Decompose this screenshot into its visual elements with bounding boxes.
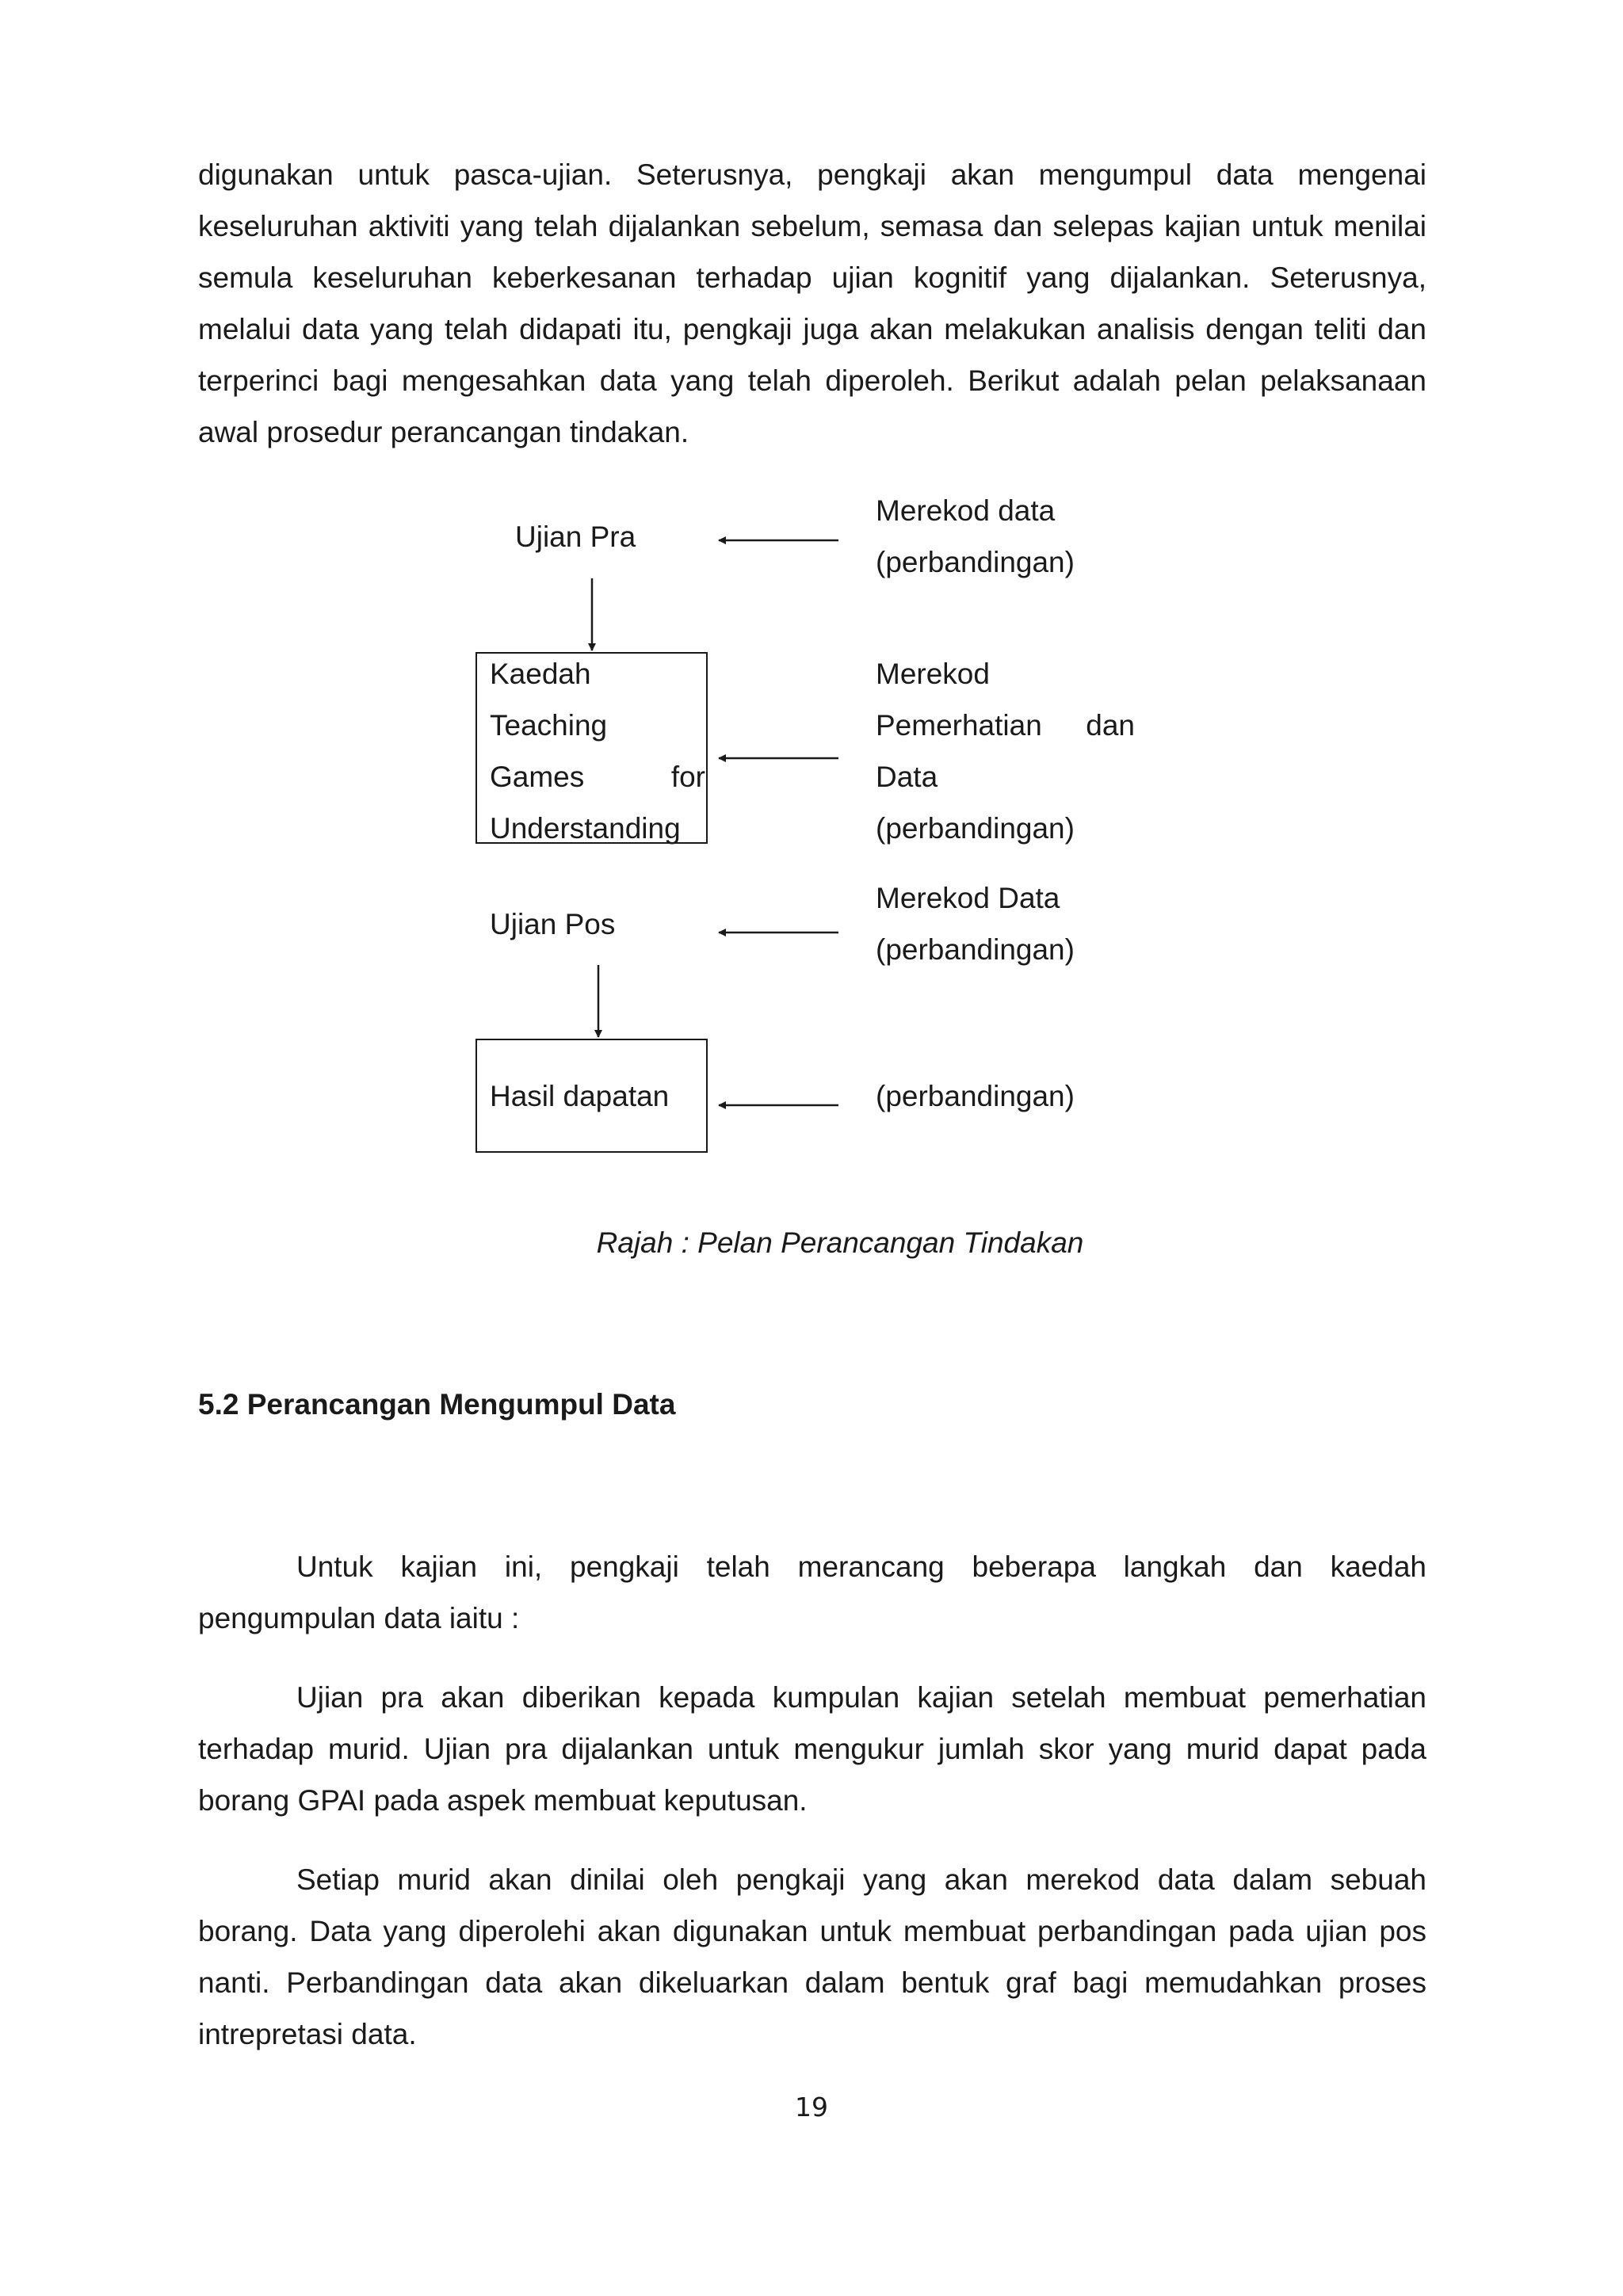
section-heading: 5.2 Perancangan Mengumpul Data [198, 1388, 676, 1421]
note-2-line-2 [876, 700, 1135, 751]
note-2-line-1: Merekod [876, 658, 990, 690]
note-2-line-3: Data [876, 761, 938, 793]
method-word-games: Games [490, 761, 585, 793]
method-word-for: for [670, 761, 705, 793]
step-post-test: Ujian Pos [490, 908, 616, 940]
method-line-3 [490, 751, 705, 803]
paragraph-2: Ujian pra akan diberikan kepada kumpulan kajian setelah membuat pemerhatian terhadap murid. Ujian pra dijalankan untuk mengukur jumlah skor yang murid dapat pada borang GPAI pada aspek membuat keputusan. [198, 1681, 1426, 1817]
method-line-4: Understanding [490, 812, 681, 845]
note-2-word-pemerhatian: Pemerhatian [876, 709, 1042, 742]
figure-caption: Rajah : Pelan Perancangan Tindakan [596, 1226, 1084, 1259]
note-2-word-dan: dan [1086, 709, 1135, 742]
intro-paragraph: digunakan untuk pasca-ujian. Seterusnya, pengkaji akan mengumpul data mengenai keseluruhan aktiviti yang telah dijalankan sebelum, semasa dan selepas kajian untuk menilai semula keseluruhan keberkesanan terhadap ujian kognitif yang dijalankan. Seterusnya, melalui data yang telah didapati itu, pengkaji juga akan melakukan analisis dengan teliti dan terperinci bagi mengesahkan data yang telah diperoleh. Berikut adalah pelan pelaksanaan awal prosedur perancangan tindakan. [198, 158, 1426, 448]
note-1-line-1: Merekod data [876, 494, 1056, 527]
step-pre-test: Ujian Pra [515, 521, 636, 553]
paragraph-3: Setiap murid akan dinilai oleh pengkaji yang akan merekod data dalam sebuah borang. Data yang diperolehi akan digunakan untuk membuat perbandingan pada ujian pos nanti. Perbandingan data akan dikeluarkan dalam bentuk graf bagi memudahkan proses intrepretasi data. [198, 1863, 1426, 2050]
method-line-2: Teaching [490, 709, 608, 742]
paragraph-1: Untuk kajian ini, pengkaji telah merancang beberapa langkah dan kaedah pengumpulan data iaitu : [198, 1550, 1426, 1634]
method-line-1: Kaedah [490, 658, 591, 690]
result-box-label: Hasil dapatan [490, 1080, 670, 1112]
note-4: (perbandingan) [876, 1080, 1075, 1112]
page-number: 19 [795, 2092, 828, 2122]
note-3-line-1: Merekod Data [876, 882, 1060, 914]
note-3-line-2: (perbandingan) [876, 933, 1075, 966]
note-1-line-2: (perbandingan) [876, 546, 1075, 578]
note-2-line-4: (perbandingan) [876, 812, 1075, 845]
